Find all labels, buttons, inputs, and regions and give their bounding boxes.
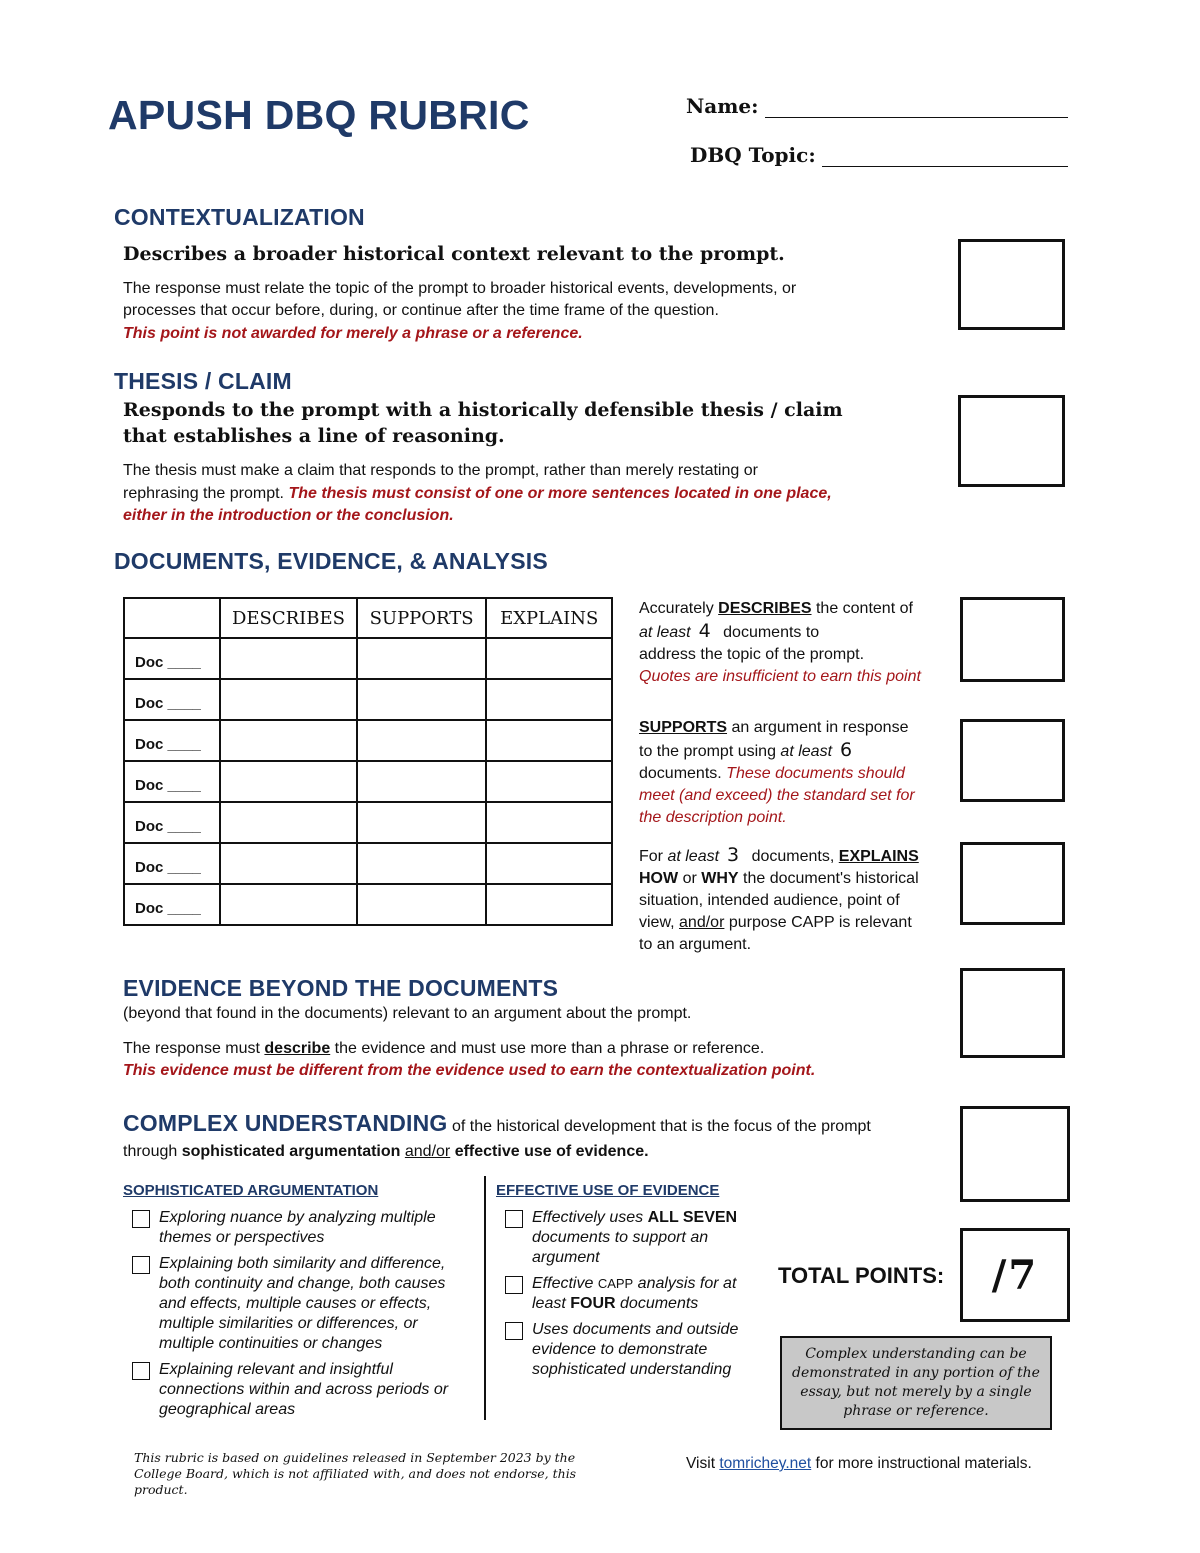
- dbq-topic-label: DBQ Topic:: [690, 143, 816, 167]
- supports-text-1: an argument in response: [731, 719, 909, 736]
- thesis-red-2: either in the introduction or the conclusion.: [123, 507, 454, 524]
- describes-text-3: at least: [639, 624, 691, 641]
- evidence-item-2-d: at least: [532, 1275, 737, 1312]
- evidence-item-2: [532, 1274, 745, 1314]
- doc-label[interactable]: Doc ____: [124, 720, 220, 761]
- describes-cell[interactable]: [220, 720, 357, 761]
- explains-cell[interactable]: [486, 638, 612, 679]
- explains-how: HOW: [639, 870, 679, 887]
- explains-text-8: to an argument.: [639, 936, 752, 953]
- evidence-item-2-f: documents: [620, 1295, 699, 1312]
- supports-cell[interactable]: [357, 720, 487, 761]
- beyond-score-box[interactable]: [960, 968, 1065, 1058]
- col-header-supports: SUPPORTS: [357, 598, 487, 638]
- explains-text-3: documents,: [751, 848, 835, 865]
- footer-visit-text: Visit: [686, 1455, 716, 1472]
- contextualization-score-box[interactable]: [958, 239, 1065, 330]
- complex-heading: COMPLEX UNDERSTANDING: [123, 1110, 448, 1136]
- doc-label[interactable]: Doc ____: [124, 679, 220, 720]
- col-header-describes: DESCRIBES: [220, 598, 357, 638]
- effective-evidence-heading: EFFECTIVE USE OF EVIDENCE: [496, 1182, 720, 1199]
- list-item: [505, 1274, 745, 1314]
- evidence-item-2-e: FOUR: [570, 1295, 616, 1312]
- doc-label[interactable]: Doc ____: [124, 884, 220, 925]
- beyond-sub: (beyond that found in the documents) relevant to an argument about the prompt.: [123, 1005, 692, 1022]
- contextualization-heading: CONTEXTUALIZATION: [114, 204, 365, 230]
- describes-keyword: DESCRIBES: [718, 600, 812, 617]
- complex-text-3: sophisticated argumentation: [181, 1143, 401, 1160]
- explains-cell[interactable]: [486, 761, 612, 802]
- explains-text-1: For: [639, 848, 663, 865]
- sophisticated-argumentation-heading: SOPHISTICATED ARGUMENTATION: [123, 1182, 379, 1199]
- list-item: [132, 1208, 472, 1248]
- describes-count: 4: [698, 620, 711, 642]
- explains-score-box[interactable]: [960, 842, 1065, 925]
- col-header-explains: EXPLAINS: [486, 598, 612, 638]
- table-row: [124, 638, 612, 679]
- evidence-item-1-a: Effectively uses: [532, 1209, 644, 1226]
- dbq-topic-field[interactable]: [690, 143, 1068, 167]
- supports-cell[interactable]: [357, 679, 487, 720]
- supports-red-3: the description point.: [639, 809, 787, 826]
- supports-cell[interactable]: [357, 761, 487, 802]
- explains-keyword: EXPLAINS: [838, 848, 919, 865]
- documents-table: [123, 597, 613, 926]
- checkbox[interactable]: [132, 1210, 150, 1228]
- evidence-item-2-b: CAPP: [597, 1276, 634, 1291]
- describes-cell[interactable]: [220, 802, 357, 843]
- sophisticated-item-1: Exploring nuance by analyzing multiple themes or perspectives: [159, 1209, 436, 1246]
- explains-text-4: the document's historical: [743, 870, 919, 887]
- evidence-item-2-a: Effective: [532, 1275, 594, 1292]
- col-header-blank: [124, 598, 220, 638]
- complex-intro: [123, 1110, 943, 1139]
- table-row: [124, 884, 612, 925]
- explains-cell[interactable]: [486, 843, 612, 884]
- list-item: [132, 1360, 472, 1420]
- total-points-box[interactable]: /7: [960, 1228, 1070, 1322]
- explains-text-6: view,: [639, 914, 675, 931]
- describes-cell[interactable]: [220, 679, 357, 720]
- name-line[interactable]: [765, 96, 1068, 118]
- total-points-label: TOTAL POINTS:: [778, 1263, 945, 1288]
- sophisticated-list: [132, 1208, 472, 1420]
- checkbox[interactable]: [132, 1256, 150, 1274]
- table-row: [124, 679, 612, 720]
- sophisticated-item-2: Explaining both similarity and difference, both continuity and change, both causes and effects, multiple causes or effects, multiple similarities or differences, or multiple continuities or changes: [159, 1255, 446, 1352]
- supports-red-2: meet (and exceed) the standard set for: [639, 787, 915, 804]
- explains-andor: and/or: [679, 914, 725, 931]
- explains-count: 3: [727, 844, 740, 866]
- footer-disclaimer: This rubric is based on guidelines released in September 2023 by the College Board, which is not affiliated with, and does not endorse, this product.: [134, 1450, 577, 1497]
- supports-red-1: These documents should: [726, 765, 905, 782]
- describes-text-2: the content of: [815, 600, 913, 617]
- thesis-red-1: The thesis must consist of one or more sentences located in one place,: [288, 485, 832, 502]
- explains-criterion: [639, 844, 954, 956]
- beyond-body-1: The response must: [123, 1040, 260, 1057]
- complex-note: Complex understanding can be demonstrated in any portion of the essay, but not merely by a single phrase or reference.: [780, 1336, 1052, 1430]
- table-row: [124, 720, 612, 761]
- explains-cell[interactable]: [486, 720, 612, 761]
- evidence-item-2-c: analysis for: [637, 1275, 719, 1292]
- name-label: Name:: [686, 94, 759, 118]
- complex-text-2: through: [123, 1143, 178, 1160]
- footer-visit-text-2: for more instructional materials.: [815, 1455, 1032, 1472]
- checkbox[interactable]: [505, 1210, 523, 1228]
- describes-criterion: [639, 598, 954, 688]
- doc-label[interactable]: Doc ____: [124, 638, 220, 679]
- table-row: [124, 843, 612, 884]
- list-item: [505, 1320, 745, 1380]
- evidence-item-1-c: documents to support an argument: [532, 1229, 709, 1266]
- checkbox[interactable]: [505, 1322, 523, 1340]
- complex-text-5: effective use of evidence.: [454, 1143, 649, 1160]
- checkbox[interactable]: [132, 1362, 150, 1380]
- doc-label[interactable]: Doc ____: [124, 761, 220, 802]
- page-title: APUSH DBQ RUBRIC: [108, 92, 530, 138]
- beyond-red-note: This evidence must be different from the evidence used to earn the contextualization point.: [123, 1062, 816, 1079]
- contextualization-lead: Describes a broader historical context relevant to the prompt.: [123, 243, 785, 265]
- dbq-topic-line[interactable]: [822, 145, 1068, 167]
- checkbox[interactable]: [505, 1276, 523, 1294]
- explains-why: WHY: [701, 870, 739, 887]
- supports-criterion: [639, 717, 954, 829]
- supports-keyword: SUPPORTS: [639, 719, 728, 736]
- thesis-body-2-line: [123, 483, 832, 506]
- beyond-heading: EVIDENCE BEYOND THE DOCUMENTS: [123, 975, 559, 1001]
- describes-cell[interactable]: [220, 843, 357, 884]
- complex-text-1: of the historical development that is the focus of the prompt: [451, 1118, 871, 1135]
- doc-label[interactable]: Doc ____: [124, 802, 220, 843]
- sophisticated-item-3: Explaining relevant and insightful connections within and across periods or geographical areas: [159, 1361, 449, 1418]
- describes-text-5: address the topic of the prompt.: [639, 646, 865, 663]
- column-divider: [484, 1176, 486, 1420]
- explains-cell[interactable]: [486, 802, 612, 843]
- evidence-item-1-b: ALL SEVEN: [647, 1209, 738, 1226]
- complex-text-4: and/or: [404, 1143, 451, 1160]
- table-row: [124, 761, 612, 802]
- supports-text-4: documents.: [639, 765, 722, 782]
- supports-cell[interactable]: [357, 884, 487, 925]
- describes-score-box[interactable]: [960, 597, 1065, 682]
- documents-table-header: [124, 598, 612, 638]
- explains-text-2: at least: [667, 848, 720, 865]
- explains-or: or: [682, 870, 697, 887]
- supports-cell[interactable]: [357, 802, 487, 843]
- explains-text-5: situation, intended audience, point of: [639, 892, 900, 909]
- thesis-score-box[interactable]: [958, 395, 1065, 487]
- thesis-lead-1: Responds to the prompt with a historically defensible thesis / claim: [123, 399, 843, 421]
- beyond-body-2: the evidence and must use more than a phrase or reference.: [334, 1040, 765, 1057]
- supports-text-3: at least: [780, 743, 833, 760]
- supports-cell[interactable]: [357, 638, 487, 679]
- complex-line-2: [123, 1141, 649, 1164]
- describes-text-4: documents to: [723, 624, 820, 641]
- contextualization-body-1: The response must relate the topic of the prompt to broader historical events, developments, or: [123, 280, 797, 297]
- describes-red-note: Quotes are insufficient to earn this point: [639, 668, 921, 685]
- complex-score-box[interactable]: [960, 1106, 1070, 1202]
- evidence-item-3: Uses documents and outside evidence to demonstrate sophisticated understanding: [532, 1321, 739, 1378]
- list-item: [132, 1254, 472, 1354]
- thesis-lead-2: that establishes a line of reasoning.: [123, 425, 505, 447]
- table-row: [124, 802, 612, 843]
- contextualization-body-2: processes that occur before, during, or continue after the time frame of the question.: [123, 302, 719, 319]
- supports-text-2: to the prompt using: [639, 743, 776, 760]
- footer-visit: [686, 1455, 1032, 1473]
- thesis-heading: THESIS / CLAIM: [114, 368, 292, 394]
- doc-label[interactable]: Doc ____: [124, 843, 220, 884]
- list-item: [505, 1208, 745, 1268]
- documents-heading: DOCUMENTS, EVIDENCE, & ANALYSIS: [114, 548, 548, 574]
- describes-cell[interactable]: [220, 638, 357, 679]
- supports-cell[interactable]: [357, 843, 487, 884]
- evidence-list: [505, 1208, 745, 1380]
- describes-cell[interactable]: [220, 884, 357, 925]
- name-field[interactable]: [686, 94, 1068, 118]
- beyond-body: [123, 1038, 764, 1061]
- contextualization-red-note: This point is not awarded for merely a phrase or a reference.: [123, 325, 583, 342]
- explains-cell[interactable]: [486, 884, 612, 925]
- evidence-item-1: [532, 1208, 745, 1268]
- supports-count: 6: [840, 739, 853, 761]
- supports-score-box[interactable]: [960, 719, 1065, 802]
- thesis-body-2: rephrasing the prompt.: [123, 485, 284, 502]
- describes-text-1: Accurately: [639, 600, 714, 617]
- explains-cell[interactable]: [486, 679, 612, 720]
- explains-text-7: purpose CAPP is relevant: [728, 914, 912, 931]
- footer-link[interactable]: tomrichey.net: [719, 1455, 812, 1472]
- thesis-body-1: The thesis must make a claim that responds to the prompt, rather than merely restating or: [123, 462, 758, 479]
- describes-cell[interactable]: [220, 761, 357, 802]
- beyond-keyword: describe: [264, 1040, 331, 1057]
